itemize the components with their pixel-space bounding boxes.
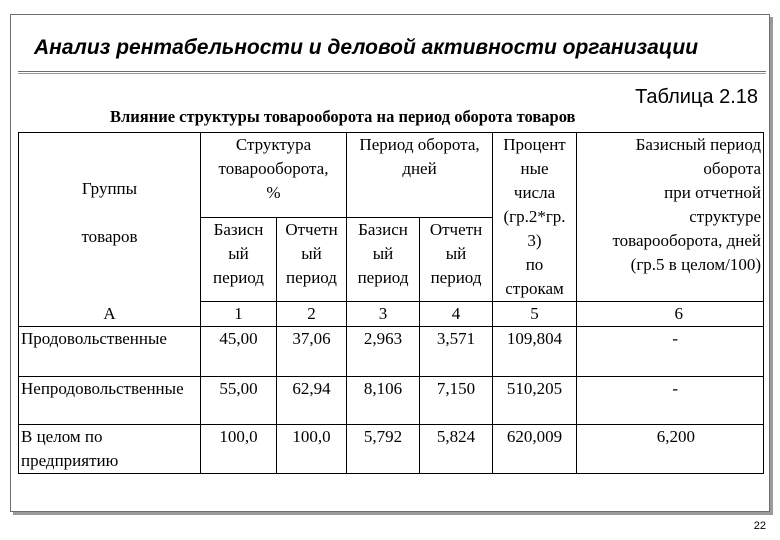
subheader-period-base: Базисн ый период bbox=[347, 217, 420, 302]
column-number-row bbox=[19, 302, 764, 327]
table-number: Таблица 2.18 bbox=[635, 86, 758, 108]
row-total-c3: 5,792 bbox=[347, 425, 420, 474]
row-food-name: Продовольственные bbox=[19, 327, 201, 377]
row-nonfood-c1: 55,00 bbox=[201, 377, 277, 425]
table-row bbox=[19, 425, 764, 474]
header-period: Период оборота, дней bbox=[347, 133, 493, 218]
colnum-a: А bbox=[19, 302, 201, 327]
row-food-c3: 2,963 bbox=[347, 327, 420, 377]
table-header-row bbox=[19, 133, 764, 218]
row-nonfood-c6: - bbox=[577, 377, 764, 425]
title-divider bbox=[18, 71, 766, 72]
table-row bbox=[19, 377, 764, 425]
subheader-structure-base: Базисн ый период bbox=[201, 217, 277, 302]
row-nonfood-c3: 8,106 bbox=[347, 377, 420, 425]
row-food-c2: 37,06 bbox=[277, 327, 347, 377]
colnum-3: 3 bbox=[347, 302, 420, 327]
colnum-4: 4 bbox=[420, 302, 493, 327]
subheader-period-report: Отчетн ый период bbox=[420, 217, 493, 302]
row-total-c4: 5,824 bbox=[420, 425, 493, 474]
header-groups-line1: Группы bbox=[81, 179, 138, 198]
row-total-c2: 100,0 bbox=[277, 425, 347, 474]
row-nonfood-name: Непродовольственные bbox=[19, 377, 201, 425]
header-base-period: Базисный период оборота при отчетной структуре товарооборота, дней (гр.5 в целом/100) bbox=[577, 133, 764, 302]
table-row bbox=[19, 327, 764, 377]
row-nonfood-c4: 7,150 bbox=[420, 377, 493, 425]
row-total-c6: 6,200 bbox=[577, 425, 764, 474]
row-total-name: В целом по предприятию bbox=[19, 425, 201, 474]
row-food-c1: 45,00 bbox=[201, 327, 277, 377]
row-total-c5: 620,009 bbox=[493, 425, 577, 474]
slide-title: Анализ рентабельности и деловой активности организации bbox=[34, 36, 699, 59]
header-structure: Структура товарооборота, % bbox=[201, 133, 347, 218]
subheader-structure-report: Отчетн ый период bbox=[277, 217, 347, 302]
table-caption: Влияние структуры товарооборота на период оборота товаров bbox=[110, 107, 576, 126]
row-total-c1: 100,0 bbox=[201, 425, 277, 474]
header-percent-numbers: Процент ные числа (гр.2*гр. 3) по строкам bbox=[493, 133, 577, 302]
turnover-structure-table bbox=[18, 132, 764, 474]
colnum-6: 6 bbox=[577, 302, 764, 327]
row-food-c6: - bbox=[577, 327, 764, 377]
colnum-2: 2 bbox=[277, 302, 347, 327]
row-nonfood-c5: 510,205 bbox=[493, 377, 577, 425]
colnum-5: 5 bbox=[493, 302, 577, 327]
row-food-c4: 3,571 bbox=[420, 327, 493, 377]
row-nonfood-c2: 62,94 bbox=[277, 377, 347, 425]
page-number: 22 bbox=[753, 520, 766, 532]
header-groups bbox=[19, 133, 201, 302]
colnum-1: 1 bbox=[201, 302, 277, 327]
row-food-c5: 109,804 bbox=[493, 327, 577, 377]
header-groups-line2: товаров bbox=[81, 227, 138, 246]
